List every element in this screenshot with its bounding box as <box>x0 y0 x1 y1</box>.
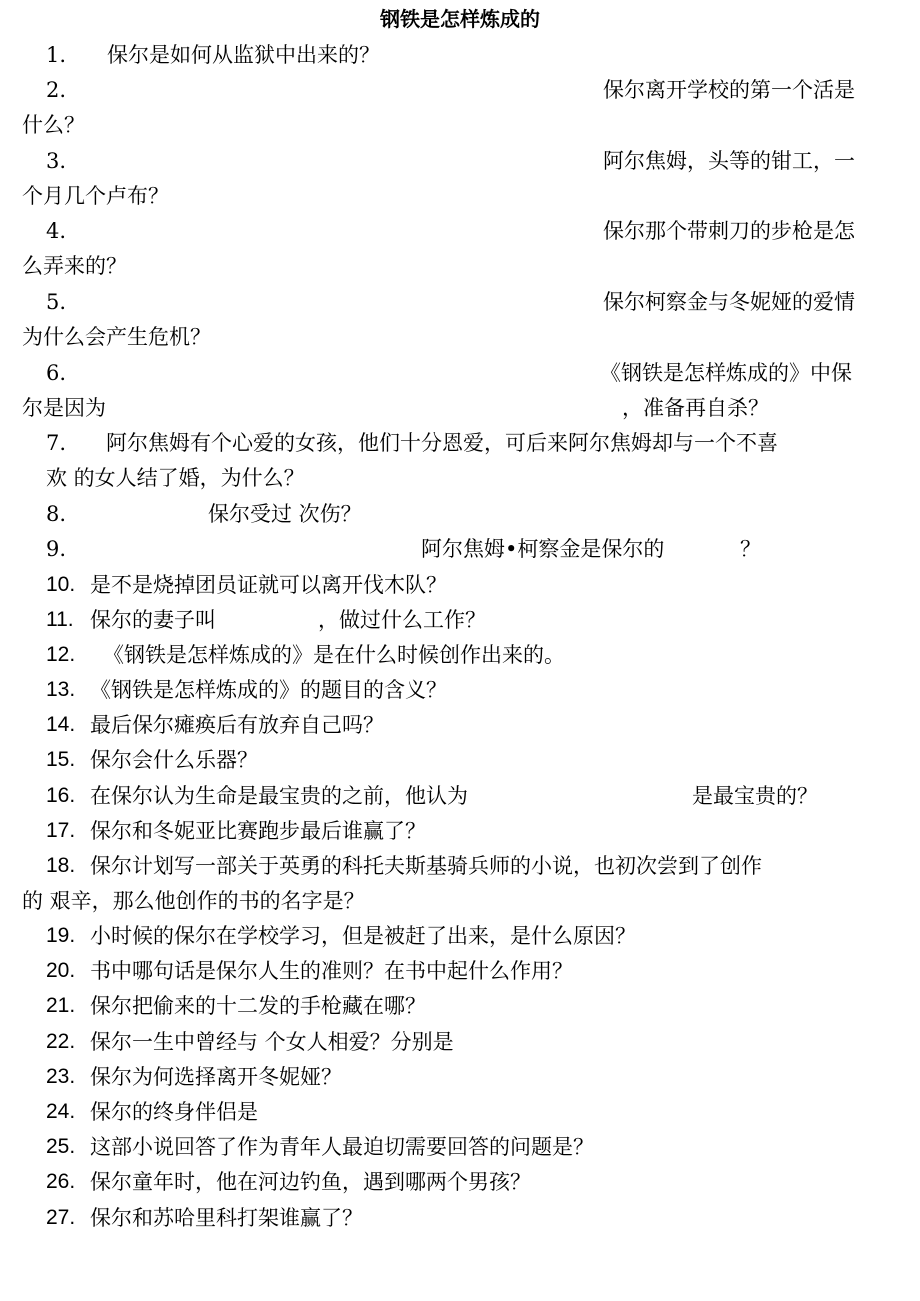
question-text-after-blank: ，准备再自杀？ <box>622 396 769 420</box>
question-number: 8. <box>46 502 67 526</box>
question-text-continued: 什么？ <box>22 113 85 137</box>
question-number: 11. <box>46 608 74 631</box>
question-text: 《钢铁是怎样炼成的》是在什么时候创作出来的。 <box>103 643 565 667</box>
question-text: 书中哪句话是保尔人生的准则？在书中起什么作用？ <box>90 959 573 983</box>
question-text-continued: 尔是因为 <box>22 396 106 420</box>
question-number: 23. <box>46 1065 76 1088</box>
question-number: 13. <box>46 678 76 701</box>
question-text: 《钢铁是怎样炼成的》的题目的含义？ <box>90 678 447 702</box>
question-text: 保尔把偷来的十二发的手枪藏在哪？ <box>90 994 426 1018</box>
question-text: 保尔会什么乐器？ <box>90 748 258 772</box>
question-text: 保尔柯察金与冬妮娅的爱情 <box>603 290 855 314</box>
question-text-continued: 个月几个卢布？ <box>22 184 169 208</box>
question-text: 保尔为何选择离开冬妮娅？ <box>90 1065 342 1089</box>
question-text: 保尔的终身伴侣是 <box>90 1100 258 1124</box>
question-number: 27. <box>46 1206 76 1229</box>
question-number: 2. <box>46 78 67 102</box>
question-number: 21. <box>46 994 76 1017</box>
question-text: 保尔的妻子叫 <box>90 608 216 632</box>
question-text-continued: 的 艰辛，那么他创作的书的名字是？ <box>22 889 365 913</box>
question-text-continued: 么弄来的？ <box>22 254 127 278</box>
question-number: 4. <box>46 219 67 243</box>
question-text: 保尔离开学校的第一个活是 <box>603 78 855 102</box>
question-number: 6. <box>46 361 67 385</box>
question-text-continued: 欢 的女人结了婚，为什么？ <box>46 466 305 490</box>
question-number: 22. <box>46 1030 76 1053</box>
question-text: 这部小说回答了作为青年人最迫切需要回答的问题是？ <box>90 1135 594 1159</box>
question-number: 7. <box>46 431 67 455</box>
question-text: 保尔受过 次伤？ <box>208 502 362 526</box>
question-text: 《钢铁是怎样炼成的》中保 <box>600 361 852 385</box>
question-text: 在保尔认为生命是最宝贵的之前，他认为 <box>90 784 468 808</box>
question-text-after-blank: ？ <box>740 537 761 561</box>
question-number: 25. <box>46 1135 76 1158</box>
question-number: 5. <box>46 290 67 314</box>
question-text: 阿尔焦姆有个心爱的女孩，他们十分恩爱，可后来阿尔焦姆却与一个不喜 <box>106 431 778 455</box>
question-number: 12. <box>46 643 76 666</box>
question-text: 是不是烧掉团员证就可以离开伐木队？ <box>90 573 447 597</box>
question-text: 保尔是如何从监狱中出来的？ <box>107 43 380 67</box>
question-text: 保尔计划写一部关于英勇的科托夫斯基骑兵师的小说，也初次尝到了创作 <box>90 854 762 878</box>
question-text: 保尔和苏哈里科打架谁赢了？ <box>90 1206 363 1230</box>
question-number: 9. <box>46 537 67 561</box>
question-text-after-blank: ，做过什么工作？ <box>318 608 486 632</box>
question-number: 19. <box>46 924 76 947</box>
question-number: 14. <box>46 713 76 736</box>
question-number: 16. <box>46 784 76 807</box>
question-number: 1. <box>46 43 67 67</box>
question-number: 10. <box>46 573 76 596</box>
question-text: 保尔童年时，他在河边钓鱼，遇到哪两个男孩？ <box>90 1170 531 1194</box>
question-text: 阿尔焦姆，头等的钳工，一 <box>603 149 855 173</box>
question-number: 26. <box>46 1170 76 1193</box>
question-number: 15. <box>46 748 76 771</box>
page-title: 钢铁是怎样炼成的 <box>380 7 540 31</box>
question-number: 17. <box>46 819 76 842</box>
question-text: 保尔那个带刺刀的步枪是怎 <box>603 219 855 243</box>
question-text-after-blank: 是最宝贵的？ <box>692 784 818 808</box>
question-text-continued: 为什么会产生危机？ <box>22 325 211 349</box>
question-number: 3. <box>46 149 67 173</box>
question-text: 保尔一生中曾经与 个女人相爱？分别是 <box>90 1030 454 1054</box>
question-text: 小时候的保尔在学校学习，但是被赶了出来，是什么原因？ <box>90 924 636 948</box>
question-text: 保尔和冬妮亚比赛跑步最后谁赢了？ <box>90 819 426 843</box>
question-text: 阿尔焦姆•柯察金是保尔的 <box>421 537 665 561</box>
question-text: 最后保尔瘫痪后有放弃自己吗？ <box>90 713 384 737</box>
question-number: 24. <box>46 1100 76 1123</box>
question-number: 20. <box>46 959 76 982</box>
question-number: 18. <box>46 854 76 877</box>
